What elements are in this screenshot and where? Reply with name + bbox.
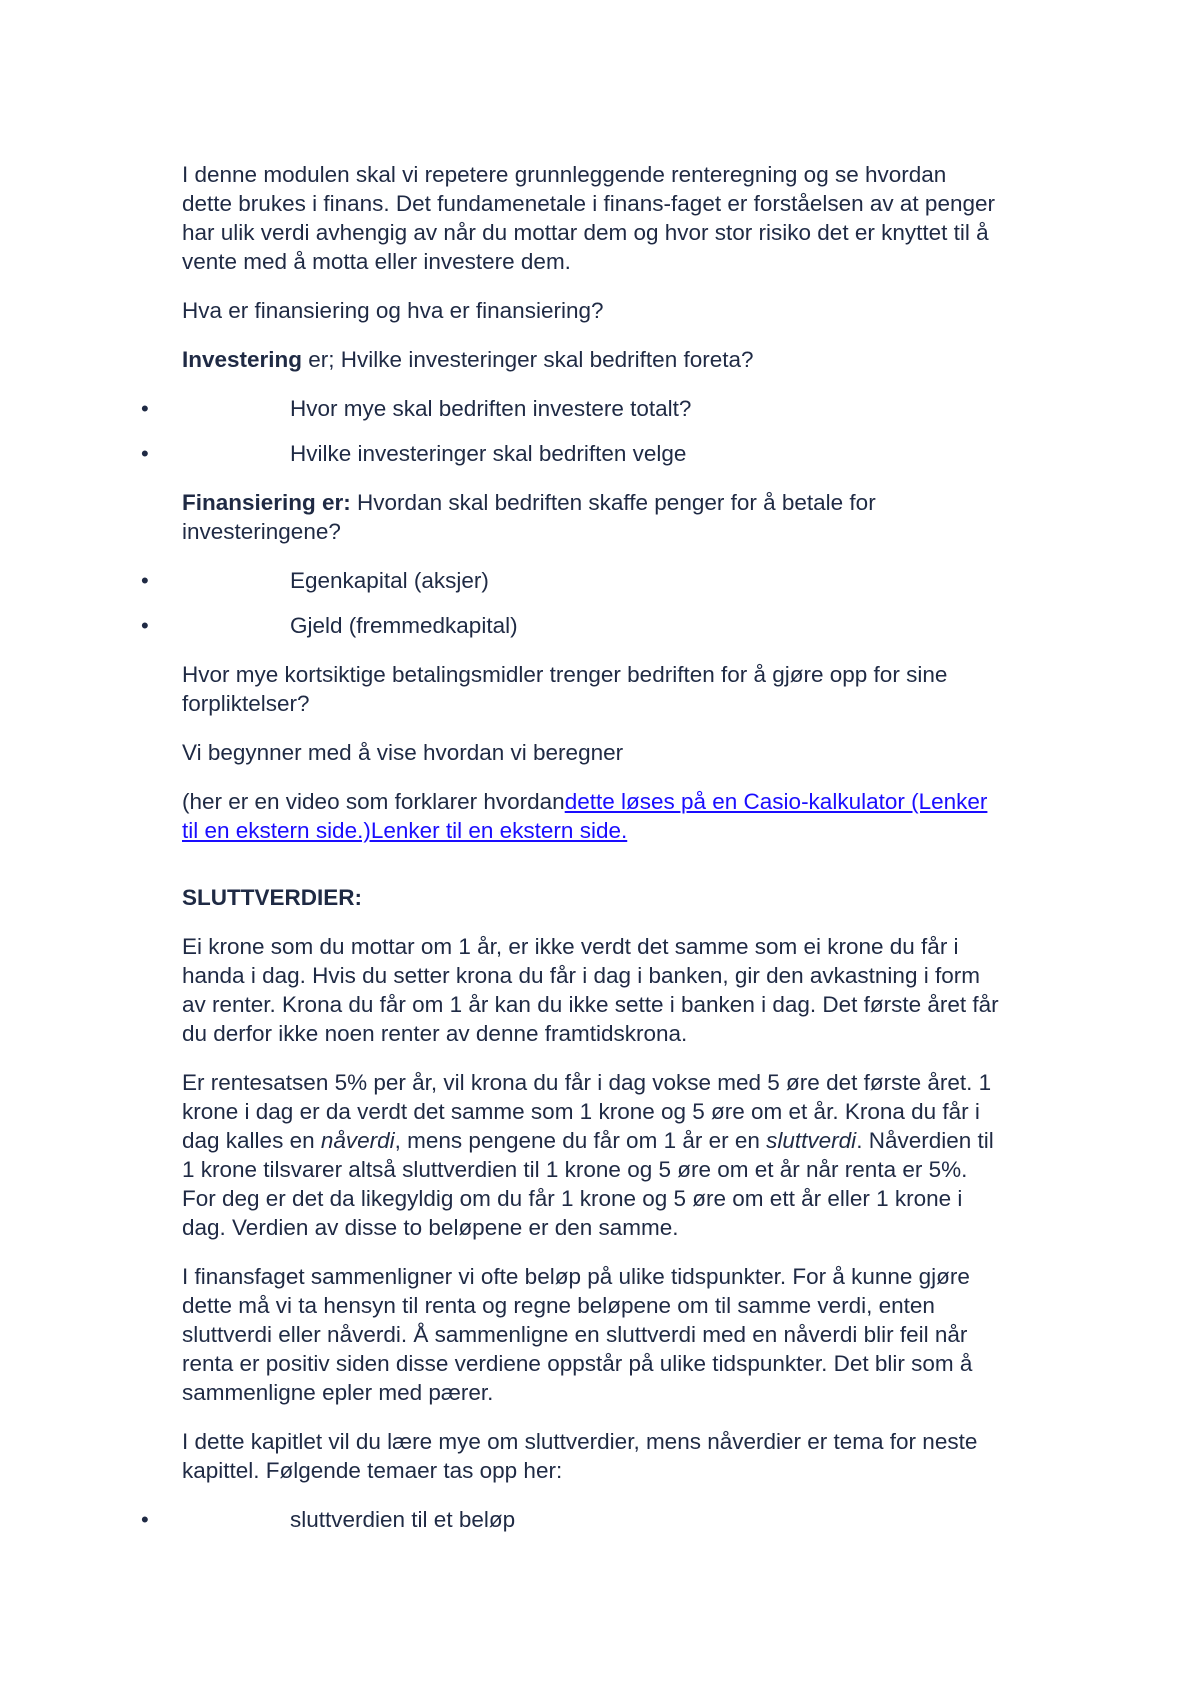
investering-paragraph: Investering er; Hvilke investeringer skal bedriften foreta?	[182, 347, 754, 372]
sluttverdier-heading: SLUTTVERDIER:	[182, 885, 362, 910]
list-item: • Hvilke investeringer skal bedriften velge	[141, 441, 687, 466]
investering-term: Investering	[182, 347, 303, 372]
intro-paragraph: I denne modulen skal vi repetere grunnleggende renteregning og se hvordan dette brukes i finans. Det fundamenetale i finans-faget er forståelsen av at penger har ulik verdi avhengig av når du mottar dem og hvor stor risiko det er knyttet til å vente med å motta eller investere dem.	[182, 162, 995, 274]
video-paragraph: (her er en video som forklarer hvordandette løses på en Casio-kalkulator (Lenker til en ekstern side.)Lenker til en ekstern side.	[182, 789, 988, 843]
begynner-paragraph: Vi begynner med å vise hvordan vi beregner	[182, 740, 624, 765]
bullet-icon: •	[141, 613, 149, 638]
finansfaget-paragraph: I finansfaget sammenligner vi ofte beløp på ulike tidspunkter. For å kunne gjøre dette må vi ta hensyn til renta og regne beløpene om til samme verdi, enten sluttverdi eller nåverdi. Å sammenligne en sluttverdi med en nåverdi blir feil når renta er positiv siden disse verdiene oppstår på ulike tidspunkter. Det blir som å sammenligne epler med pærer.	[182, 1264, 973, 1405]
naverdi-term: nåverdi	[320, 1128, 395, 1153]
finansiering-term: Finansiering er:	[182, 490, 351, 515]
external-page-link[interactable]: til en ekstern side.)Lenker til en ekstern side.	[182, 818, 628, 843]
question-paragraph: Hva er finansiering og hva er finansiering?	[182, 298, 604, 323]
finansiering-paragraph: Finansiering er: Hvordan skal bedriften skaffe penger for å betale for investeringene?	[182, 490, 876, 544]
betalingsmidler-paragraph: Hvor mye kortsiktige betalingsmidler trenger bedriften for å gjøre opp for sine forpliktelser?	[182, 662, 948, 716]
list-item: • Gjeld (fremmedkapital)	[141, 613, 518, 638]
bullet-icon: •	[141, 568, 149, 593]
list-item: • Egenkapital (aksjer)	[141, 568, 489, 593]
sluttverdi-term: sluttverdi	[766, 1128, 857, 1153]
krone-paragraph: Ei krone som du mottar om 1 år, er ikke verdt det samme som ei krone du får i handa i dag. Hvis du setter krona du får i dag i banken, gir den avkastning i form av renter. Krona du får om 1 år kan du ikke sette i banken i dag. Det første året får du derfor ikke noen renter av denne framtidskrona.	[182, 934, 999, 1046]
rentesats-paragraph: Er rentesatsen 5% per år, vil krona du får i dag vokse med 5 øre det første året. 1 krone i dag er da verdt det samme som 1 krone og 5 øre om et år. Krona du får i dag kalles en nåverdi, mens pengene du får om 1 år er en sluttverdi. Nåverdien til 1 krone tilsvarer altså sluttverdien til 1 krone og 5 øre om et år når renta er 5%. For deg er det da likegyldig om du får 1 krone og 5 øre om ett år eller 1 krone i dag. Verdien av disse to beløpene er den samme.	[182, 1070, 994, 1240]
bullet-icon: •	[141, 1507, 149, 1532]
bullet-icon: •	[141, 396, 149, 421]
list-item: • sluttverdien til et beløp	[141, 1507, 516, 1532]
kapittel-paragraph: I dette kapitlet vil du lære mye om sluttverdier, mens nåverdier er tema for neste kapittel. Følgende temaer tas opp her:	[182, 1429, 978, 1483]
list-item: • Hvor mye skal bedriften investere totalt?	[141, 396, 692, 421]
document-body	[141, 160, 1062, 1550]
casio-video-link[interactable]: dette løses på en Casio-kalkulator (Lenker	[564, 789, 988, 814]
bullet-icon: •	[141, 441, 149, 466]
